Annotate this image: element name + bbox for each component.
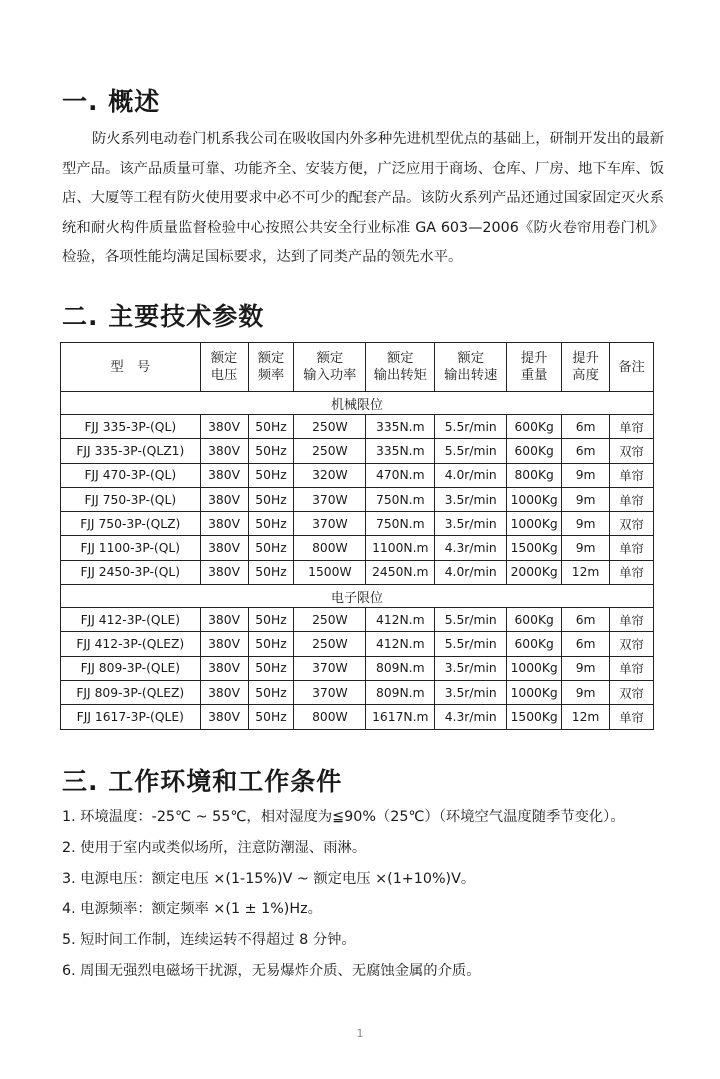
table-cell: FJJ 750-3P-(QLZ) <box>61 512 201 536</box>
table-cell: 1000Kg <box>507 512 562 536</box>
table-row <box>61 632 654 656</box>
table-cell: 1617N.m <box>366 705 435 729</box>
table-row <box>61 463 654 487</box>
table-cell: 1000Kg <box>507 680 562 704</box>
table-cell: FJJ 470-3P-(QL) <box>61 463 201 487</box>
table-cell: 5.5r/min <box>435 439 507 463</box>
table-cell: 3.5r/min <box>435 656 507 680</box>
table-cell: 5.5r/min <box>435 415 507 439</box>
spec-table-header-row <box>61 343 654 392</box>
table-cell: 4.3r/min <box>435 536 507 560</box>
table-cell: 1500Kg <box>507 536 562 560</box>
table-cell: 800W <box>294 536 366 560</box>
column-header <box>294 343 366 392</box>
table-cell: 4.0r/min <box>435 463 507 487</box>
table-cell: 380V <box>200 415 248 439</box>
table-row <box>61 415 654 439</box>
table-cell: 9m <box>562 656 610 680</box>
table-cell: 单帘 <box>610 608 654 632</box>
table-cell: 600Kg <box>507 608 562 632</box>
table-cell: 50Hz <box>248 608 294 632</box>
table-cell: 9m <box>562 512 610 536</box>
table-cell: 9m <box>562 463 610 487</box>
condition-item: 2. 使用于室内或类似场所，注意防潮湿、雨淋。 <box>62 839 367 856</box>
conditions-list <box>62 802 625 987</box>
table-cell: 50Hz <box>248 656 294 680</box>
table-cell: 370W <box>294 656 366 680</box>
column-header-line: 型 号 <box>110 359 151 375</box>
table-cell: 1000Kg <box>507 487 562 511</box>
table-cell: 6m <box>562 439 610 463</box>
table-row <box>61 680 654 704</box>
table-cell: 750N.m <box>366 512 435 536</box>
table-cell: FJJ 335-3P-(QL) <box>61 415 201 439</box>
table-cell: 380V <box>200 705 248 729</box>
table-row <box>61 560 654 584</box>
table-cell: FJJ 412-3P-(QLE) <box>61 608 201 632</box>
table-cell: 6m <box>562 415 610 439</box>
table-cell: 320W <box>294 463 366 487</box>
table-cell: FJJ 335-3P-(QLZ1) <box>61 439 201 463</box>
table-row <box>61 487 654 511</box>
column-header <box>366 343 435 392</box>
table-cell: 9m <box>562 487 610 511</box>
table-cell: 4.0r/min <box>435 560 507 584</box>
table-cell: 50Hz <box>248 680 294 704</box>
section-title-specs: 二. 主要技术参数 <box>62 302 265 331</box>
table-cell: FJJ 1100-3P-(QL) <box>61 536 201 560</box>
table-cell: 单帘 <box>610 656 654 680</box>
column-header-line: 高度 <box>572 368 599 383</box>
table-cell: 3.5r/min <box>435 487 507 511</box>
table-cell: 800Kg <box>507 463 562 487</box>
table-cell: 6m <box>562 632 610 656</box>
column-header-line: 重量 <box>520 368 548 383</box>
table-cell: 单帘 <box>610 536 654 560</box>
table-cell: 单帘 <box>610 705 654 729</box>
page-number: 1 <box>356 1027 364 1040</box>
table-row <box>61 608 654 632</box>
table-cell: 335N.m <box>366 415 435 439</box>
table-row <box>61 439 654 463</box>
column-header-line: 额定 <box>387 351 414 366</box>
column-header <box>61 343 201 392</box>
intro-text: 防火系列电动卷门机系我公司在吸收国内外多种先进机型优点的基础上，研制开发出的最新型产品。该产品质量可靠、功能齐全、安装方便，广泛应用于商场、仓库、厂房、地下车库、饭店、大厦等工程有防火使用要求中必不可少的配套产品。该防火系列产品还通过国家固定灭火系统和耐火构件质量监督检验中心按照公共安全行业标准 GA 603—2006《防火卷帘用卷门机》检验，各项性能均满足国标要求，达到了同类产品的领先水平。 <box>62 131 664 265</box>
section-title-conditions: 三. 工作环境和工作条件 <box>62 767 343 796</box>
table-row <box>61 705 654 729</box>
table-cell: FJJ 412-3P-(QLEZ) <box>61 632 201 656</box>
table-cell: 2000Kg <box>507 560 562 584</box>
table-cell: 50Hz <box>248 463 294 487</box>
column-header <box>562 343 610 392</box>
table-cell: 12m <box>562 560 610 584</box>
table-cell: 370W <box>294 680 366 704</box>
condition-item: 3. 电源电压：额定电压 ×(1-15%)V ~ 额定电压 ×(1+10%)V。 <box>62 870 476 887</box>
table-cell: 50Hz <box>248 439 294 463</box>
column-header-line: 额定 <box>257 351 285 366</box>
column-header-line: 输入功率 <box>303 368 357 383</box>
table-cell: 双帘 <box>610 512 654 536</box>
column-header <box>507 343 562 392</box>
table-cell: 50Hz <box>248 512 294 536</box>
table-cell: 单帘 <box>610 415 654 439</box>
table-cell: 2450N.m <box>366 560 435 584</box>
table-row <box>61 512 654 536</box>
group-label: 机械限位 <box>61 392 654 415</box>
condition-item: 5. 短时间工作制，连续运转不得超过 8 分钟。 <box>62 932 356 949</box>
table-cell: FJJ 750-3P-(QL) <box>61 487 201 511</box>
column-header <box>610 343 654 392</box>
table-cell: 50Hz <box>248 705 294 729</box>
table-cell: 412N.m <box>366 608 435 632</box>
column-header-line: 备注 <box>618 359 645 375</box>
column-header <box>435 343 507 392</box>
table-cell: 380V <box>200 656 248 680</box>
table-cell: FJJ 1617-3P-(QLE) <box>61 705 201 729</box>
column-header <box>200 343 248 392</box>
table-cell: FJJ 809-3P-(QLEZ) <box>61 680 201 704</box>
column-header-line: 提升 <box>520 351 548 366</box>
table-cell: 单帘 <box>610 463 654 487</box>
table-cell: 600Kg <box>507 415 562 439</box>
group-label: 电子限位 <box>61 585 654 608</box>
table-cell: 380V <box>200 608 248 632</box>
table-cell: 1000Kg <box>507 656 562 680</box>
column-header-line: 输出转矩 <box>373 368 427 383</box>
column-header-line: 额定 <box>457 351 485 366</box>
table-cell: 380V <box>200 512 248 536</box>
table-cell: 单帘 <box>610 487 654 511</box>
column-header-line: 频率 <box>257 368 285 383</box>
table-cell: 600Kg <box>507 632 562 656</box>
table-cell: 9m <box>562 680 610 704</box>
intro-paragraph <box>62 125 664 273</box>
table-cell: 12m <box>562 705 610 729</box>
group-row <box>61 392 654 415</box>
table-cell: 6m <box>562 608 610 632</box>
table-cell: 双帘 <box>610 439 654 463</box>
table-cell: 809N.m <box>366 680 435 704</box>
column-header-line: 额定 <box>210 351 238 366</box>
table-cell: 370W <box>294 512 366 536</box>
column-header-line: 电压 <box>210 368 238 383</box>
table-cell: 5.5r/min <box>435 608 507 632</box>
condition-item: 4. 电源频率：额定频率 ×(1 ± 1%)Hz。 <box>62 901 322 918</box>
table-cell: 250W <box>294 632 366 656</box>
table-cell: 412N.m <box>366 632 435 656</box>
group-row <box>61 585 654 608</box>
spec-table <box>60 342 654 730</box>
table-cell: 800W <box>294 705 366 729</box>
table-cell: 250W <box>294 439 366 463</box>
table-cell: 50Hz <box>248 487 294 511</box>
table-cell: 370W <box>294 487 366 511</box>
column-header <box>248 343 294 392</box>
table-cell: 单帘 <box>610 560 654 584</box>
spec-table-body <box>61 392 654 730</box>
table-cell: 380V <box>200 632 248 656</box>
table-cell: 双帘 <box>610 632 654 656</box>
table-cell: 809N.m <box>366 656 435 680</box>
table-cell: 470N.m <box>366 463 435 487</box>
table-cell: 4.3r/min <box>435 705 507 729</box>
column-header-line: 输出转速 <box>444 368 498 383</box>
table-cell: 380V <box>200 487 248 511</box>
table-cell: 双帘 <box>610 680 654 704</box>
condition-item: 6. 周围无强烈电磁场干扰源，无易爆炸介质、无腐蚀金属的介质。 <box>62 962 481 979</box>
table-cell: 380V <box>200 680 248 704</box>
table-cell: 50Hz <box>248 536 294 560</box>
table-cell: 250W <box>294 415 366 439</box>
table-cell: 50Hz <box>248 632 294 656</box>
column-header-line: 额定 <box>316 351 344 366</box>
condition-item: 1. 环境温度：-25℃ ~ 55℃，相对湿度为≦90%（25℃）（环境空气温度随季节变化）。 <box>62 809 625 825</box>
table-cell: 380V <box>200 439 248 463</box>
table-cell: 335N.m <box>366 439 435 463</box>
table-cell: 1500Kg <box>507 705 562 729</box>
table-cell: 1500W <box>294 560 366 584</box>
table-row <box>61 656 654 680</box>
table-cell: 3.5r/min <box>435 512 507 536</box>
table-cell: FJJ 2450-3P-(QL) <box>61 560 201 584</box>
table-cell: 380V <box>200 560 248 584</box>
table-cell: 9m <box>562 536 610 560</box>
table-cell: FJJ 809-3P-(QLE) <box>61 656 201 680</box>
table-row <box>61 536 654 560</box>
table-cell: 3.5r/min <box>435 680 507 704</box>
column-header-line: 提升 <box>572 351 599 366</box>
table-cell: 600Kg <box>507 439 562 463</box>
table-cell: 380V <box>200 463 248 487</box>
table-cell: 250W <box>294 608 366 632</box>
table-cell: 750N.m <box>366 487 435 511</box>
table-cell: 50Hz <box>248 415 294 439</box>
table-cell: 1100N.m <box>366 536 435 560</box>
section-title-overview: 一. 概述 <box>62 87 161 116</box>
table-cell: 380V <box>200 536 248 560</box>
table-cell: 50Hz <box>248 560 294 584</box>
table-cell: 5.5r/min <box>435 632 507 656</box>
